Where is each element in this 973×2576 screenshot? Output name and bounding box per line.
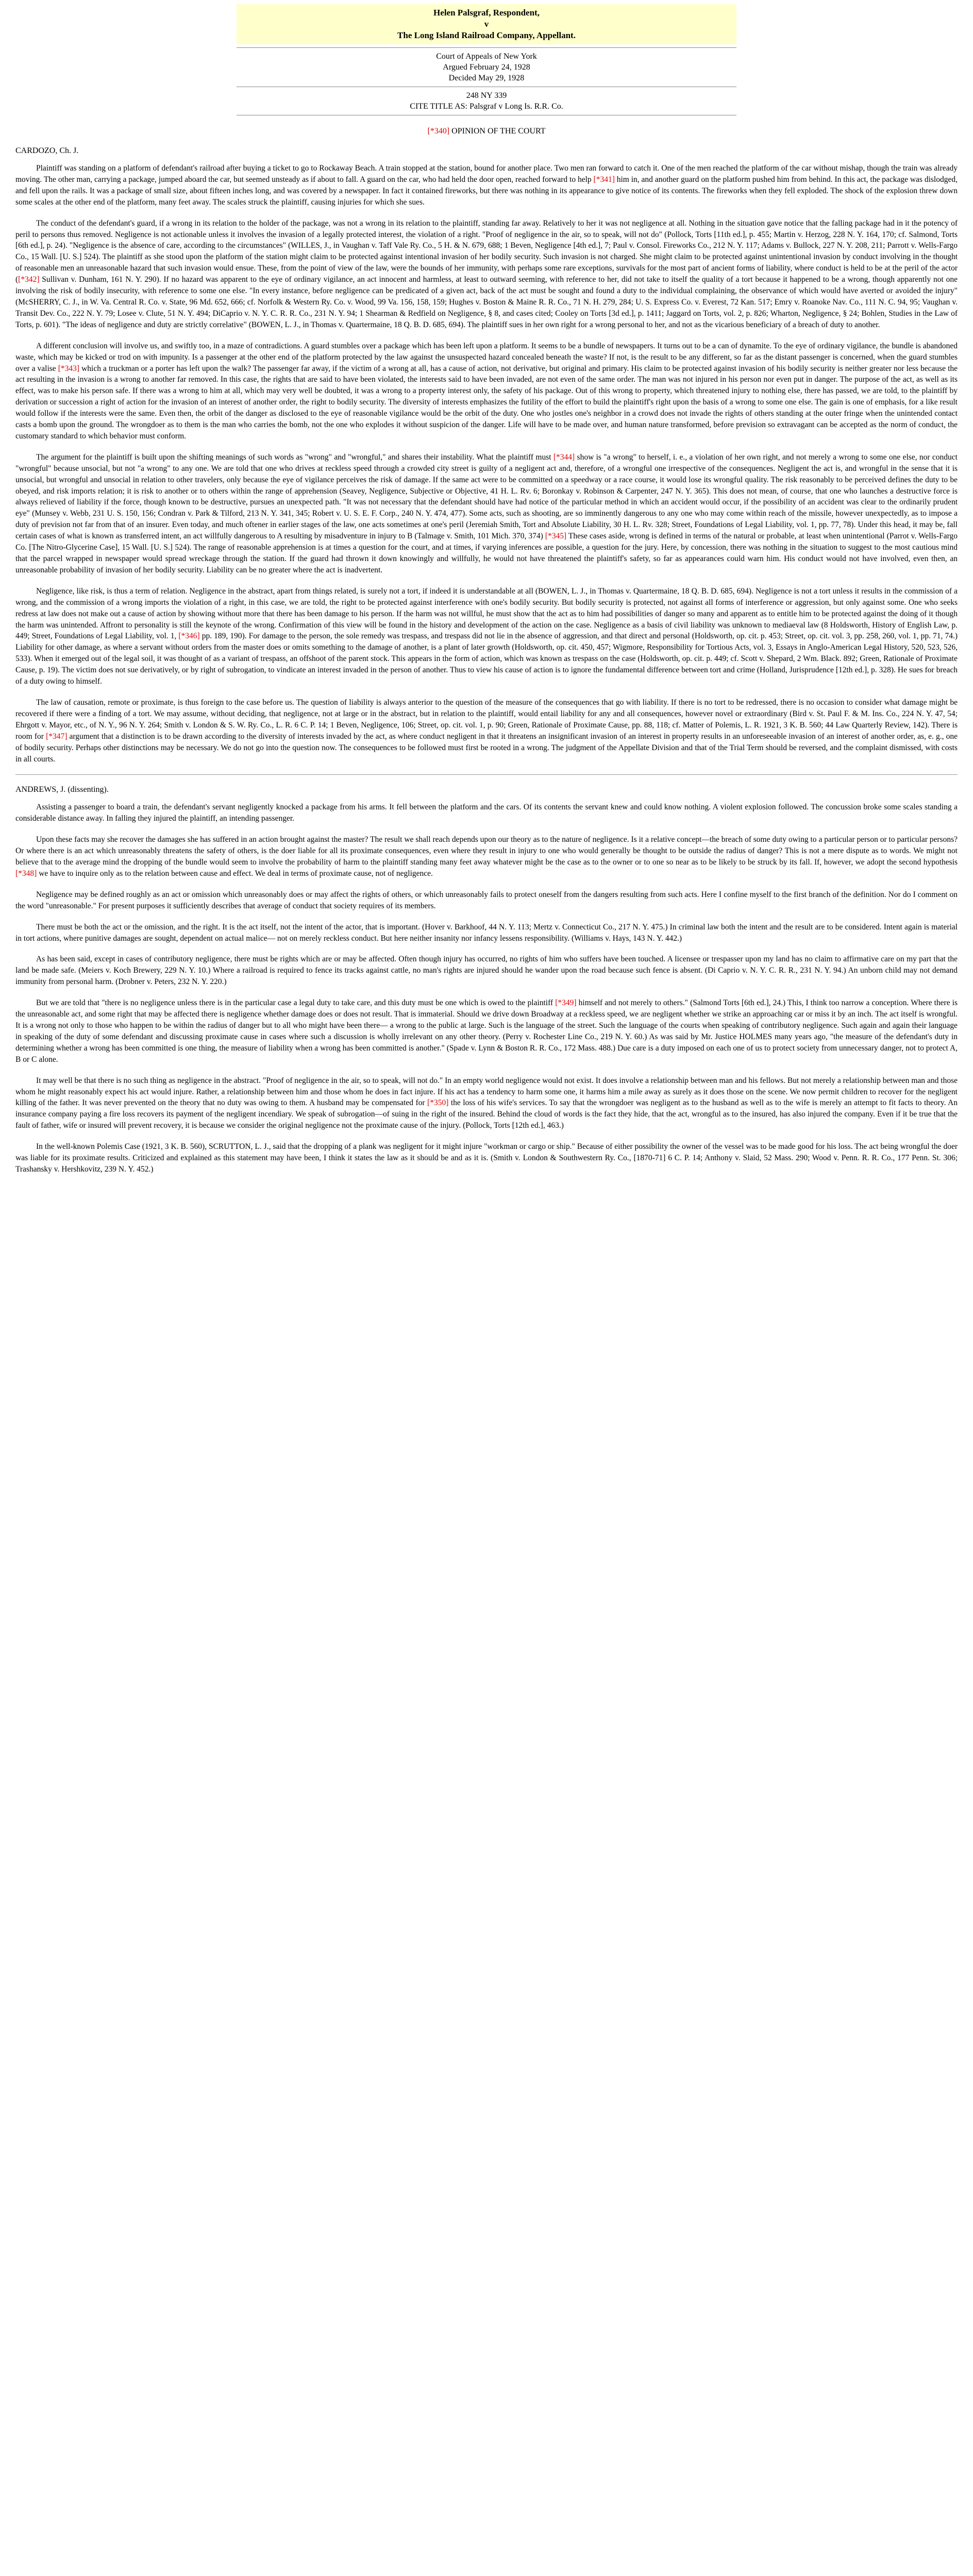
star-page-link[interactable]: [*350]: [427, 1098, 449, 1108]
dissent-paragraph: There must be both the act or the omission, and the right. It is the act itself, not the intent of the actor, that is important. (Hover v. Barkhoof, 44 N. Y. 113; Mertz v. Connecticut Co., 217 N. Y. 475.) In criminal law both the intent and the result are to be considered. Intent again is material in tort actions, where punitive damages are sought, dependent on actual malice— not on merely reckless conduct. But here neither insanity nor infancy lessens responsibility. (Williams v. Hays, 143 N. Y. 442.): [15, 922, 958, 943]
appellant-party: The Long Island Railroad Company, Appellant.: [397, 30, 576, 40]
cite-title: CITE TITLE AS: Palsgraf v Long Is. R.R. Co.: [410, 102, 563, 111]
opinion-paragraph: Plaintiff was standing on a platform of defendant's railroad after buying a ticket to go to Rockaway Beach. A train stopped at the station, bound for another place. Two men ran forward to catch it. One of the men reached the platform of the car without mishap, though the train was already moving. The other man, carrying a package, jumped aboard the car, but seemed unsteady as if about to fall. A guard on the car, who had held the door open, reached forward to help [*341] him in, and another guard on the platform pushed him from behind. In this act, the package was dislodged, and fell upon the rails. It was a package of small size, about fifteen inches long, and was covered by a newspaper. In fact it contained fireworks, but there was nothing in its appearance to give notice of its contents. The fireworks when they fell exploded. The shock of the explosion threw down some scales at the other end of the platform, many feet away. The scales struck the plaintiff, causing injuries for which she sues.: [15, 164, 958, 207]
majority-opinion: [15, 163, 958, 765]
dissent-paragraph: In the well-known Polemis Case (1921, 3 K. B. 560), SCRUTTON, L. J., said that the dropping of a plank was negligent for it might injure "workman or cargo or ship." Because of either possibility the owner of the vessel was to be made good for his loss. The act being wrongful the doer was liable for its proximate results. Criticized and explained as this statement may have been, I think it states the law as it should be and as it is. (Smith v. London & Southwestern Ry. Co., [1870-71] 6 C. P. 14; Anthony v. Slaid, 52 Mass. 290; Wood v. Penn. R. R. Co., 177 Penn. St. 306; Trashansky v. Hershkovitz, 239 N. Y. 452.): [15, 1142, 958, 1174]
star-page-link[interactable]: [*341]: [593, 175, 615, 184]
star-page-link[interactable]: [*345]: [545, 532, 567, 541]
dissent-paragraph: Assisting a passenger to board a train, the defendant's servant negligently knocked a package from his arms. It fell between the platform and the cars. Of its contents the servant knew and could know nothing. A violent explosion followed. The concussion broke some scales standing a considerable distance away. In falling they injured the plaintiff, an intending passenger.: [15, 803, 958, 823]
star-page-link[interactable]: [*344]: [553, 452, 575, 462]
document: [0, 0, 973, 1175]
court-info: [0, 47, 973, 115]
opinion-paragraph: Negligence, like risk, is thus a term of relation. Negligence in the abstract, apart from things related, is surely not a tort, if indeed it is understandable at all (BOWEN, L. J., in Thomas v. Quartermaine, 18 Q. B. D. 685, 694). Negligence is not a tort unless it results in the commission of a wrong, and the commission of a wrong imports the violation of a right, in this case, we are told, the right to be protected against interference with one's bodily security. But bodily security is protected, not against all forms of interference or aggression, but only against some. One who seeks redress at law does not make out a cause of action by showing without more that there has been damage to his person. If the harm was not willful, he must show that the act as to him had possibilities of danger so many and apparent as to entitle him to be protected against the doing of it though the harm was unintended. Affront to personality is still the keynote of the wrong. Confirmation of this view will be found in the history and development of the action on the case. Negligence as a basis of civil liability was unknown to mediaeval law (8 Holdsworth, History of English Law, p. 449; Street, Foundations of Legal Liability, vol. 1, [*346] pp. 189, 190). For damage to the person, the sole remedy was trespass, and trespass did not lie in the absence of aggression, and that direct and personal (Holdsworth, op. cit. p. 453; Street, op. cit. vol. 3, pp. 258, 260, vol. 1, pp. 71, 74.) Liability for other damage, as where a servant without orders from the master does or omits something to the damage of another, is a plant of later growth (Holdsworth, op. cit. 450, 457; Wigmore, Responsibility for Tortious Acts, vol. 3, Essays in Anglo-American Legal History, 520, 523, 526, 533). When it emerged out of the legal soil, it was thought of as a variant of trespass, an offshoot of the parent stock. This appears in the form of action, which was known as trespass on the case (Holdsworth, op. cit. p. 449; cf. Scott v. Shepard, 2 Wm. Black. 892; Green, Rationale of Proximate Cause, p. 19). The victim does not sue derivatively, or by right of subrogation, to vindicate an interest invaded in the person of another. Thus to view his cause of action is to ignore the fundamental difference between tort and crime (Holland, Jurisprudence [12th ed.], p. 328). He sues for breach of a duty owing to himself.: [15, 586, 958, 686]
decided-date: Decided May 29, 1928: [448, 74, 525, 82]
star-page-link[interactable]: [*347]: [46, 732, 68, 741]
case-caption: [237, 4, 736, 44]
dissent-paragraph: It may well be that there is no such thing as negligence in the abstract. "Proof of negligence in the air, so to speak, will not do." In an empty world negligence would not exist. It does involve a relationship between man and his fellows. But not merely a relationship between man and those whom he might reasonably expect his act would injure. Rather, a relationship between him and those whom he does in fact injure. If his act has a tendency to harm some one, it harms him a mile away as surely as it does those on the scene. We now permit children to recover for the negligent killing of the father. It was never prevented on the theory that no duty was owing to them. A husband may be compensated for [*350] the loss of his wife's services. To say that the wrongdoer was negligent as to the husband as well as to the wife is merely an attempt to fit facts to theory. An insurance company paying a fire loss recovers its payment of the negligent incendiary. We speak of subrogation—of suing in the right of the insured. Behind the cloud of words is the fact they hide, that the act, wrongful as to the insured, has also injured the company. Even if it be true that the fault of father, wife or insured will prevent recovery, it is because we consider the original negligence not the proximate cause of the injury. (Pollock, Torts [12th ed.], 463.): [15, 1076, 958, 1130]
opinion-paragraph: The conduct of the defendant's guard, if a wrong in its relation to the holder of the package, was not a wrong in its relation to the plaintiff, standing far away. Relatively to her it was not negligence at all. Nothing in the situation gave notice that the falling package had in it the potency of peril to persons thus removed. Negligence is not actionable unless it involves the invasion of a legally protected interest, the violation of a right. "Proof of negligence in the air, so to speak, will not do" (Pollock, Torts [11th ed.], p. 455; Martin v. Herzog, 228 N. Y. 164, 170; cf. Salmond, Torts [6th ed.], p. 24). "Negligence is the absence of care, according to the circumstances" (WILLES, J., in Vaughan v. Taff Vale Ry. Co., 5 H. & N. 679, 688; 1 Beven, Negligence [4th ed.], 7; Paul v. Consol. Fireworks Co., 212 N. Y. 117; Adams v. Bullock, 227 N. Y. 208, 211; Parrott v. Wells-Fargo Co., 15 Wall. [U. S.] 524). The plaintiff as she stood upon the platform of the station might claim to be protected against intentional invasion of her bodily security. Such invasion is not charged. She might claim to be protected against unintentional invasion by conduct involving in the thought of reasonable men an unreasonable hazard that such invasion would ensue. These, from the point of view of the law, were the bounds of her immunity, with perhaps some rare exceptions, survivals for the most part of ancient forms of liability, where conduct is held to be at the peril of the actor ([*342] Sullivan v. Dunham, 161 N. Y. 290). If no hazard was apparent to the eye of ordinary vigilance, an act innocent and harmless, at least to outward seeming, with reference to her, did not take to itself the quality of a tort because it happened to be a wrong, though apparently not one involving the risk of bodily insecurity, with reference to some one else. "In every instance, before negligence can be predicated of a given act, back of the act must be sought and found a duty to the individual complaining, the observance of which would have averted or avoided the injury" (McSHERRY, C. J., in W. Va. Central R. Co. v. State, 96 Md. 652, 666; cf. Norfolk & Western Ry. Co. v. Wood, 99 Va. 156, 158, 159; Hughes v. Boston & Maine R. R. Co., 71 N. H. 279, 284; U. S. Express Co. v. Everest, 72 Kan. 517; Emry v. Roanoke Nav. Co., 111 N. C. 94, 95; Vaughan v. Transit Dev. Co., 222 N. Y. 79; Losee v. Clute, 51 N. Y. 494; DiCaprio v. N. Y. C. R. R. Co., 231 N. Y. 94; 1 Shearman & Redfield on Negligence, § 8, and cases cited; Cooley on Torts [3d ed.], p. 1411; Jaggard on Torts, vol. 2, p. 826; Wharton, Negligence, § 24; Bohlen, Studies in the Law of Torts, p. 601). "The ideas of negligence and duty are strictly correlative" (BOWEN, L. J., in Thomas v. Quartermaine, 18 Q. B. D. 685, 694). The plaintiff sues in her own right for a wrong personal to her, and not as the vicarious beneficiary of a breach of duty to another.: [15, 218, 958, 329]
star-page-link[interactable]: [*346]: [178, 632, 200, 641]
dissent-paragraph: Upon these facts may she recover the damages she has suffered in an action brought against the master? The result we shall reach depends upon our theory as to the nature of negligence. Is it a relative concept—the breach of some duty owing to a particular person or to particular persons? Or where there is an act which unreasonably threatens the safety of others, is the doer liable for all its proximate consequences, even where they result in injury to one who would generally be thought to be outside the radius of danger? This is not a mere dispute as to words. We might not believe that to the average mind the dropping of the bundle would seem to involve the probability of harm to the plaintiff standing many feet away whatever might be the case as to the owner or to one so near as to be likely to be struck by its fall. If, however, we adopt the second hypothesis [*348] we have to inquire only as to the relation between cause and effect. We deal in terms of proximate cause, not of negligence.: [15, 835, 958, 878]
dissent-paragraph: But we are told that "there is no negligence unless there is in the particular case a legal duty to take care, and this duty must be one which is owed to the plaintiff [*349] himself and not merely to others." (Salmond Torts [6th ed.], 24.) This, I think too narrow a conception. Where there is the unreasonable act, and some right that may be affected there is negligence whether damage does or does not result. That is immaterial. Should we drive down Broadway at a reckless speed, we are negligent whether we strike an approaching car or miss it by an inch. The act itself is wrongful. It is a wrong not only to those who happen to be within the radius of danger but to all who might have been there— a wrong to the public at large. Such is the language of the street. Such the language of the courts when speaking of contributory negligence. Such again and again their language in speaking of the duty of some defendant and discussing proximate cause in cases where such a discussion is wholly irrelevant on any other theory. (Perry v. Rochester Line Co., 219 N. Y. 60.) As was said by Mr. Justice HOLMES many years ago, "the measure of the defendant's duty in determining whether a wrong has been committed is one thing, the measure of liability when a wrong has been committed is another." (Spade v. Lynn & Boston R. R. Co., 172 Mass. 488.) Due care is a duty imposed on each one of us to protect society from unnecessary danger, not to protect A, B or C alone.: [15, 998, 958, 1064]
dissenting-opinion: [15, 802, 958, 1175]
star-page-link[interactable]: [*340]: [427, 127, 450, 135]
dissent-paragraph: As has been said, except in cases of contributory negligence, there must be rights which are or may be affected. Often though injury has occurred, no rights of him who suffers have been touched. A licensee or trespasser upon my land has no claim to affirmative care on my part that the land be made safe. (Meiers v. Koch Brewery, 229 N. Y. 10.) Where a railroad is required to fence its tracks against cattle, no man's rights are injured should he wander upon the road because such fence is absent. (Di Caprio v. N. Y. C. R. R., 231 N. Y. 94.) An unborn child may not demand immunity from personal harm. (Drobner v. Peters, 232 N. Y. 220.): [15, 955, 958, 987]
dissent-paragraph: Negligence may be defined roughly as an act or omission which unreasonably does or may affect the rights of others, or which unreasonably fails to protect oneself from the dangers resulting from such acts. Here I confine myself to the first branch of the definition. Nor do I comment on the word "unreasonable." For present purposes it sufficiently describes that average of conduct that society requires of its members.: [15, 890, 958, 910]
dissent-title: ANDREWS, J. (dissenting).: [15, 785, 109, 794]
opinion-heading: [0, 127, 973, 136]
star-page-link[interactable]: [*349]: [555, 998, 577, 1008]
respondent-party: Helen Palsgraf, Respondent,: [433, 8, 540, 18]
divider: [237, 47, 736, 48]
reporter-citation: 248 NY 339: [466, 91, 507, 100]
judge-name: CARDOZO, Ch. J.: [15, 146, 79, 155]
opinion-paragraph: The argument for the plaintiff is built upon the shifting meanings of such words as "wrong" and "wrongful," and shares their instability. What the plaintiff must [*344] show is "a wrong" to herself, i. e., a violation of her own right, and not merely a wrong to some one else, nor conduct "wrongful" because unsocial, but not "a wrong" to any one. We are told that one who drives at reckless speed through a crowded city street is guilty of a negligent act and, therefore, of a wrongful one irrespective of the consequences. Negligent the act is, and wrongful in the sense that it is unsocial, but wrongful and unsocial in relation to other travelers, only because the eye of vigilance perceives the risk of damage. If the same act were to be committed on a speedway or a race course, it would lose its wrongful quality. The risk reasonably to be perceived defines the duty to be obeyed, and risk imports relation; it is risk to another or to others within the range of apprehension (Seavey, Negligence, Subjective or Objective, 41 H. L. Rv. 6; Boronkay v. Robinson & Carpenter, 247 N. Y. 365). This does not mean, of course, that one who launches a destructive force is always relieved of liability if the force, though known to be destructive, pursues an unexpected path. "It was not necessary that the defendant should have had notice of the particular method in which an accident would occur, if the possibility of an accident was clear to the ordinarily prudent eye" (Munsey v. Webb, 231 U. S. 150, 156; Condran v. Park & Tilford, 213 N. Y. 341, 345; Robert v. U. S. E. F. Corp., 240 N. Y. 474, 477). Some acts, such as shooting, are so imminently dangerous to any one who may come within reach of the missile, however unexpectedly, as to impose a duty of prevision not far from that of an insurer. Even today, and much oftener in earlier stages of the law, one acts sometimes at one's peril (Jeremiah Smith, Tort and Absolute Liability, 30 H. L. Rv. 328; Street, Foundations of Legal Liability, vol. 1, pp. 77, 78). Under this head, it may be, fall certain cases of what is known as transferred intent, an act willfully dangerous to A resulting by misadventure in injury to B (Talmage v. Smith, 101 Mich. 370, 374) [*345] These cases aside, wrong is defined in terms of the natural or probable, at least when unintentional (Parrot v. Wells-Fargo Co. [The Nitro-Glycerine Case], 15 Wall. [U. S.] 524). The range of reasonable apprehension is at times a question for the court, and at times, if varying inferences are possible, a question for the jury. Here, by concession, there was nothing in the situation to suggest to the most cautious mind that the parcel wrapped in newspaper would spread wreckage through the station. If the guard had thrown it down knowingly and willfully, he would not have threatened the plaintiff's safety, so far as appearances could warn him. His conduct would not have involved, even then, an unreasonable probability of invasion of her bodily security. Liability can be no greater where the act is inadvertent.: [15, 452, 958, 574]
opinion-title: OPINION OF THE COURT: [451, 127, 546, 135]
divider: [15, 774, 958, 775]
opinion-paragraph: A different conclusion will involve us, and swiftly too, in a maze of contradictions. A guard stumbles over a package which has been left upon a platform. It seems to be a bundle of newspapers. It turns out to be a can of dynamite. To the eye of ordinary vigilance, the bundle is abandoned waste, which may be kicked or trod on with impunity. Is a passenger at the other end of the platform protected by the law against the unsuspected hazard concealed beneath the waste? If not, is the result to be any different, so far as the distant passenger is concerned, when the guard stumbles over a valise [*343] which a truckman or a porter has left upon the walk? The passenger far away, if the victim of a wrong at all, has a cause of action, not derivative, but original and primary. His claim to be protected against invasion of his bodily security is neither greater nor less because the act resulting in the invasion is a wrong to another far removed. In this case, the rights that are said to have been violated, the interests said to have been invaded, are not even of the same order. The man was not injured in his person nor even put in danger. The purpose of the act, as well as its effect, was to make his person safe. If there was a wrong to him at all, which may very well be doubted, it was a wrong to a property interest only, the safety of his package. Out of this wrong to property, which threatened injury to nothing else, there has passed, we are told, to the plaintiff by derivation or succession a right of action for the invasion of an interest of another order, the right to bodily security. The diversity of interests emphasizes the futility of the effort to build the plaintiff's right upon the basis of a wrong to some one else. The gain is one of emphasis, for a like result would follow if the interests were the same. Even then, the orbit of the danger as disclosed to the eye of reasonable vigilance would be the orbit of the duty. One who jostles one's neighbor in a crowd does not invade the rights of others standing at the outer fringe when the unintended contact casts a bomb upon the ground. The wrongdoer as to them is the man who carries the bomb, not the one who explodes it without suspicion of the danger. Life will have to be made over, and human nature transformed, before prevision so extravagant can be accepted as the norm of conduct, the customary standard to which behavior must conform.: [15, 341, 958, 440]
star-page-link[interactable]: [*342]: [18, 275, 40, 284]
opinion-paragraph: The law of causation, remote or proximate, is thus foreign to the case before us. The question of liability is always anterior to the question of the measure of the consequences that go with liability. If there is no tort to be redressed, there is no occasion to consider what damage might be recovered if there were a finding of a tort. We may assume, without deciding, that negligence, not at large or in the abstract, but in relation to the plaintiff, would entail liability for any and all consequences, however novel or extraordinary (Bird v. St. Paul F. & M. Ins. Co., 224 N. Y. 47, 54; Ehrgott v. Mayor, etc., of N. Y., 96 N. Y. 264; Smith v. London & S. W. Ry. Co., L. R. 6 C. P. 14; 1 Beven, Negligence, 106; Street, op. cit. vol. 1, p. 90; Green, Rationale of Proximate Cause, pp. 88, 118; cf. Matter of Polemis, L. R. 1921, 3 K. B. 560; 44 Law Quarterly Review, 142). There is room for [*347] argument that a distinction is to be drawn according to the diversity of interests invaded by the act, as where conduct negligent in that it threatens an insignificant invasion of an interest in property results in an unforeseeable invasion of an interest of another order, as, e. g., one of bodily security. Perhaps other distinctions may be necessary. We do not go into the question now. The consequences to be followed must first be rooted in a wrong. The judgment of the Appellate Division and that of the Trial Term should be reversed, and the complaint dismissed, with costs in all courts.: [15, 698, 958, 764]
star-page-link[interactable]: [*348]: [15, 869, 37, 878]
versus: v: [484, 19, 489, 29]
star-page-link[interactable]: [*343]: [58, 364, 80, 373]
argued-date: Argued February 24, 1928: [443, 63, 530, 72]
court-name: Court of Appeals of New York: [436, 52, 537, 61]
